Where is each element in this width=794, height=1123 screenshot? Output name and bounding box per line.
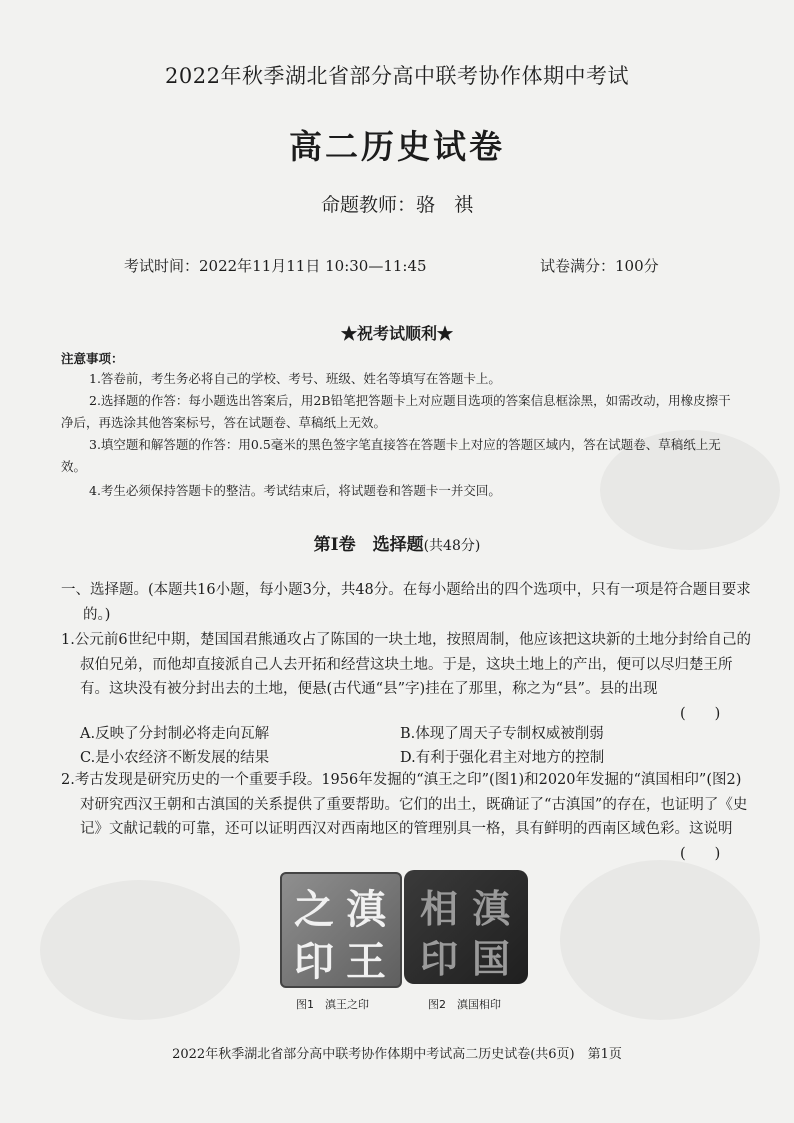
- good-luck-banner: ★祝考试顺利★: [340, 324, 453, 343]
- seal-image-dianguo: [404, 870, 528, 984]
- seal-char: 之: [294, 886, 334, 933]
- seal-char: 相: [420, 886, 459, 931]
- exam-time: 考试时间：2022年11月11日 10:30—11:45: [124, 257, 427, 275]
- note-item: 3.填空题和解答题的作答：用0.5毫米的黑色签字笔直接答在答题卡上对应的答题区域内，答在试题卷、草稿纸上无效。: [61, 437, 721, 474]
- figure-2-caption: 图2 滇国相印: [428, 998, 501, 1011]
- seal-char: 国: [472, 936, 511, 981]
- seal-char: 印: [294, 938, 334, 985]
- option-b: B.体现了周天子专制权威被削弱: [400, 726, 604, 742]
- paper-title: 高二历史试卷: [289, 127, 505, 166]
- exam-name: 2022年秋季湖北省部分高中联考协作体期中考试: [165, 64, 629, 88]
- seal-char: 滇: [346, 886, 386, 933]
- seal-char: 印: [420, 936, 459, 981]
- answer-blank: ( ): [680, 706, 721, 722]
- section-title: [0, 530, 794, 555]
- section-score: (共48分): [423, 538, 481, 554]
- background-smudge: [560, 860, 760, 1020]
- seal-image-dianwang: [280, 872, 402, 988]
- background-smudge: [40, 880, 240, 1020]
- full-score: 试卷满分：100分: [540, 257, 659, 275]
- option-d: D.有利于强化君主对地方的控制: [400, 750, 605, 766]
- section-title-text: 第Ⅰ卷 选择题: [313, 535, 424, 555]
- page-footer: 2022年秋季湖北省部分高中联考协作体期中考试高二历史试卷(共6页) 第1页: [172, 1047, 622, 1062]
- figure-1-caption: 图1 滇王之印: [296, 998, 369, 1011]
- note-item: 2.选择题的作答：每小题选出答案后，用2B铅笔把答题卡上对应题目选项的答案信息框涂黑，如需改动，用橡皮擦干净后，再选涂其他答案标号，答在试题卷、草稿纸上无效。: [61, 393, 731, 430]
- author-line: 命题教师：骆 祺: [320, 194, 473, 216]
- note-item: 4.考生必须保持答题卡的整洁。考试结束后，将试题卷和答题卡一并交回。: [89, 483, 501, 498]
- option-c: C.是小农经济不断发展的结果: [80, 750, 270, 766]
- note-item: 1.答卷前，考生务必将自己的学校、考号、班级、姓名等填写在答题卡上。: [89, 371, 501, 386]
- option-a: A.反映了分封制必将走向瓦解: [80, 726, 270, 742]
- question-1-stem: 1.公元前6世纪中期，楚国国君熊通攻占了陈国的一块土地，按照周制，他应该把这块新的土地分封给自己的叔伯兄弟，而他却直接派自己人去开拓和经营这块土地。于是，这块土地上的产出，便可以尽归楚王所有。这块没有被分封出去的土地，便悬(古代通“县”字)挂在了那里，称之为“县”。县的出现: [61, 632, 752, 697]
- notes-heading: 注意事项：: [61, 351, 124, 366]
- section-instructions: 一、选择题。(本题共16小题，每小题3分，共48分。在每小题给出的四个选项中，只有一项是符合题目要求的。): [61, 582, 751, 623]
- seal-char: 王: [346, 938, 386, 985]
- seal-char: 滇: [472, 886, 511, 931]
- answer-blank: ( ): [680, 846, 721, 862]
- question-2-stem: 2.考古发现是研究历史的一个重要手段。1956年发掘的“滇王之印”(图1)和2020年发掘的“滇国相印”(图2)对研究西汉王朝和古滇国的关系提供了重要帮助。它们的出土，既确证了“古滇国”的存在，也证明了《史记》文献记载的可靠，还可以证明西汉对西南地区的管理别具一格，具有鲜明的西南区域色彩。这说明: [61, 772, 748, 837]
